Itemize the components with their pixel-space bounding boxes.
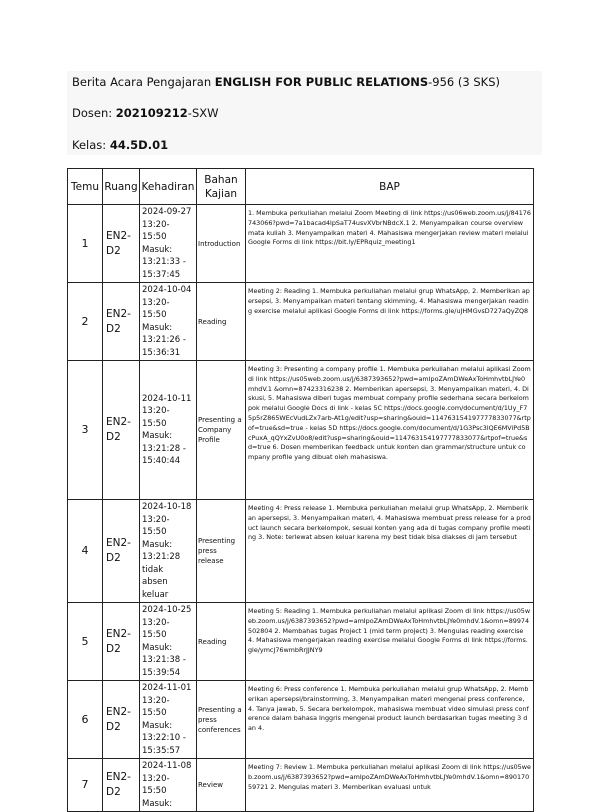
lecturer-line: Dosen: 202109212-SXW (72, 106, 219, 120)
kehadiran-line: 15:36:31 (142, 347, 181, 358)
cell-kehadiran (140, 500, 197, 603)
course-name: ENGLISH FOR PUBLIC RELATIONS (214, 75, 429, 89)
teaching-report-table (67, 168, 534, 812)
cell-kehadiran (140, 361, 197, 500)
cell-temu: 4 (68, 500, 103, 603)
kehadiran-line: 13:21:38 - (142, 655, 186, 665)
cell-temu: 3 (68, 361, 103, 500)
col-header-kehadiran: Kehadiran (140, 169, 197, 205)
kehadiran-line: 2024-10-04 (142, 285, 192, 295)
cell-ruang: EN2-D2 (103, 361, 140, 500)
kehadiran-line: Masuk: (142, 322, 173, 333)
cell-ruang: EN2-D2 (103, 759, 140, 812)
cell-bap: Meeting 3: Presenting a company profile 1. Membuka perkuliahan melalui aplikasi Zoom di link https://us05web.zoom.us/j/6387393652?pwd=amIpoZAmDWeAxToHmhvtbLJYe0mhdV.1 &omn=87423316238 2. Memberikan apersepsi, 3. Menyampaikan materi, 4. Diskusi, 5. Mahasiswa diberi tugas membuat company profile sederhana secara berkelompok melalui Google Docs di link - kelas 5C https://docs.google.com/document/d/1Uy_F75p5rZ865WEcVudLZx7arb-At1g/edit?usp=sharing&ouid=114763154197777833077&rtpof=true&sd=true - kelas 5D https://docs.google.com/document/d/1G3Psc3lQE6MViPd5BcPuxA_qQYxZvU0o8/edit?usp=sharing&ouid=114763154197777833077&rtpof=true&sd=true 6. Dosen memberikan feedback untuk konten dan grammar/structure untuk company profile yang dibuat oleh mahasiswa. (246, 361, 534, 500)
cell-ruang: EN2-D2 (103, 500, 140, 603)
kehadiran-line: 13:22:10 - (142, 733, 186, 743)
cell-kehadiran (140, 603, 197, 681)
kehadiran-line: 13:20-15:50 (142, 617, 170, 640)
cell-bahan-kajian (197, 759, 246, 812)
cell-bahan-kajian (197, 500, 246, 603)
cell-bahan-kajian (197, 681, 246, 759)
kehadiran-line: Masuk: (142, 244, 173, 255)
table-row (68, 205, 534, 283)
kehadiran-line: 2024-10-18 (142, 502, 192, 512)
cell-ruang: EN2-D2 (103, 603, 140, 681)
cell-bap: Meeting 5: Reading 1. Membuka perkuliahan melalui aplikasi Zoom di link https://us05web.zoom.us/j/6387393652?pwd=amIpoZAmDWeAxToHmhvtbLJYe0mhdV.1&omn=89974502804 2. Membahas tugas Project 1 (mid term project) 3. Mengulas reading exercise 4. Mahasiswa mengerjakan reading exercise melalui Google Forms di link https://forms.gle/ymcJ76wmbRrJJNY9 (246, 603, 534, 681)
bahan-line: Reading (198, 637, 227, 646)
kehadiran-line: 13:20-15:50 (142, 219, 170, 242)
bahan-line: Reading (198, 317, 227, 326)
cell-bahan-kajian (197, 603, 246, 681)
cell-ruang: EN2-D2 (103, 283, 140, 361)
report-header (67, 71, 542, 155)
kehadiran-line: 15:37:45 (142, 269, 181, 280)
bahan-line: Presenting (198, 537, 236, 545)
kehadiran-line: 2024-11-01 (142, 683, 192, 693)
kehadiran-line: 13:21:26 - (142, 335, 186, 345)
table-row (68, 361, 534, 500)
cell-ruang: EN2-D2 (103, 205, 140, 283)
col-header-temu: Temu (68, 169, 103, 205)
cell-ruang: EN2-D2 (103, 681, 140, 759)
cell-bap: Meeting 7: Review 1. Membuka perkuliahan melalui aplikasi Zoom di link https://us05web.zoom.us/j/6387393652?pwd=amIpoZAmDWeAxToHmhvtbLJYe0mhdV.1&omn=89017059721 2. Mengulas materi 3. Memberikan evaluasi untuk (246, 759, 534, 812)
cell-kehadiran (140, 759, 197, 812)
kehadiran-line: Masuk: (142, 798, 173, 809)
cell-bap: Meeting 2: Reading 1. Membuka perkuliahan melalui grup WhatsApp, 2. Memberikan apersepsi, 3. Menyampaikan materi tentang skimming, 4. Mahasiswa mengerjakan reading exercise melalui aplikasi Google Forms di link https://forms.gle/uJHMGvsD727aQyZQ8 (246, 283, 534, 361)
cell-temu: 5 (68, 603, 103, 681)
cell-temu: 6 (68, 681, 103, 759)
table-row (68, 500, 534, 603)
table-row (68, 283, 534, 361)
bahan-line: conferences (198, 725, 241, 734)
cell-bap: Meeting 6: Press conference 1. Membuka perkuliahan melalui grup WhatsApp, 2. Memberikan apersepsi/brainstorming, 3. Menyampaikan materi mengenai press conference, 4. Tanya jawab, 5. Secara berkelompok, mahasiswa membuat video simulasi press conference dalam bahasa Inggris mengenai product launch berdasarkan tugas meeting 3 dan 4. (246, 681, 534, 759)
cell-kehadiran (140, 205, 197, 283)
kehadiran-line: 13:21:28 tidak (142, 552, 181, 575)
kehadiran-line: Masuk: (142, 720, 173, 731)
kehadiran-line: 15:35:57 (142, 745, 181, 756)
report-title: Berita Acara Pengajaran ENGLISH FOR PUBLIC RELATIONS-956 (3 SKS) (72, 75, 500, 89)
table-row (68, 759, 534, 812)
kehadiran-line: 2024-10-25 (142, 605, 192, 615)
kehadiran-line: 2024-10-11 (142, 393, 192, 404)
kehadiran-line: 15:39:54 (142, 667, 181, 678)
kehadiran-line: Masuk: (142, 539, 173, 550)
kehadiran-line: 2024-11-08 (142, 761, 192, 771)
class-code: 44.5D.01 (109, 138, 169, 152)
cell-temu: 7 (68, 759, 103, 812)
class-line: Kelas: 44.5D.01 (72, 138, 169, 152)
cell-temu: 1 (68, 205, 103, 283)
kehadiran-line: 2024-09-27 (142, 207, 192, 217)
bahan-line: Presenting a (198, 705, 242, 714)
bahan-line: press release (198, 547, 224, 565)
kehadiran-line: 13:20-15:50 (142, 773, 170, 796)
cell-bahan-kajian (197, 283, 246, 361)
cell-bahan-kajian (197, 361, 246, 500)
lecturer-id: 202109212 (115, 106, 188, 120)
cell-temu: 2 (68, 283, 103, 361)
bahan-line: press (198, 715, 217, 724)
kehadiran-line: 13:20-15:50 (142, 695, 170, 718)
bahan-line: Profile (198, 436, 220, 444)
kehadiran-line: Masuk: (142, 642, 173, 653)
bahan-line: Presenting a (198, 416, 242, 424)
cell-bahan-kajian (197, 205, 246, 283)
kehadiran-line: 13:21:28 - (142, 443, 186, 454)
table-row (68, 603, 534, 681)
cell-kehadiran (140, 283, 197, 361)
kehadiran-line: 13:21:33 - (142, 257, 186, 267)
kehadiran-line: 13:20-15:50 (142, 514, 170, 537)
kehadiran-line: absen keluar (142, 577, 169, 600)
col-header-bahan-kajian: Bahan Kajian (197, 169, 246, 205)
bahan-line: Review (198, 781, 223, 789)
col-header-ruang: Ruang (103, 169, 140, 205)
col-header-bap: BAP (246, 169, 534, 205)
kehadiran-line: 15:40:44 (142, 456, 181, 466)
table-row (68, 681, 534, 759)
bahan-line: Introduction (198, 239, 241, 248)
cell-kehadiran (140, 681, 197, 759)
cell-bap: Meeting 4: Press release 1. Membuka perkuliahan melalui grup WhatsApp, 2. Memberikan apersepsi, 3. Menyampaikan materi, 4. Mahasiswa membuat press release for a product launch secara berkelompok, sesuai konten yang ada di tugas company profile meeting 3. Note: terlewat absen keluar karena my best tidak bisa diakses di jam tersebut (246, 500, 534, 603)
kehadiran-line: 13:20-15:50 (142, 297, 170, 320)
table-header-row (68, 169, 534, 205)
cell-bap: 1. Membuka perkuliahan melalui Zoom Meeting di link https://us06web.zoom.us/j/84176743066?pwd=7a1bacad4lpSaT74usvXVbrNBdcX.1 2. Menyampaikan course overview mata kuliah 3. Menyampaikan materi 4. Mahasiswa mengerjakan review materi melalui Google Forms di link https://bit.ly/EPRquiz_meeting1 (246, 205, 534, 283)
bahan-line: Company (198, 426, 232, 434)
kehadiran-line: 13:20-15:50 (142, 406, 170, 429)
kehadiran-line: Masuk: (142, 431, 173, 441)
